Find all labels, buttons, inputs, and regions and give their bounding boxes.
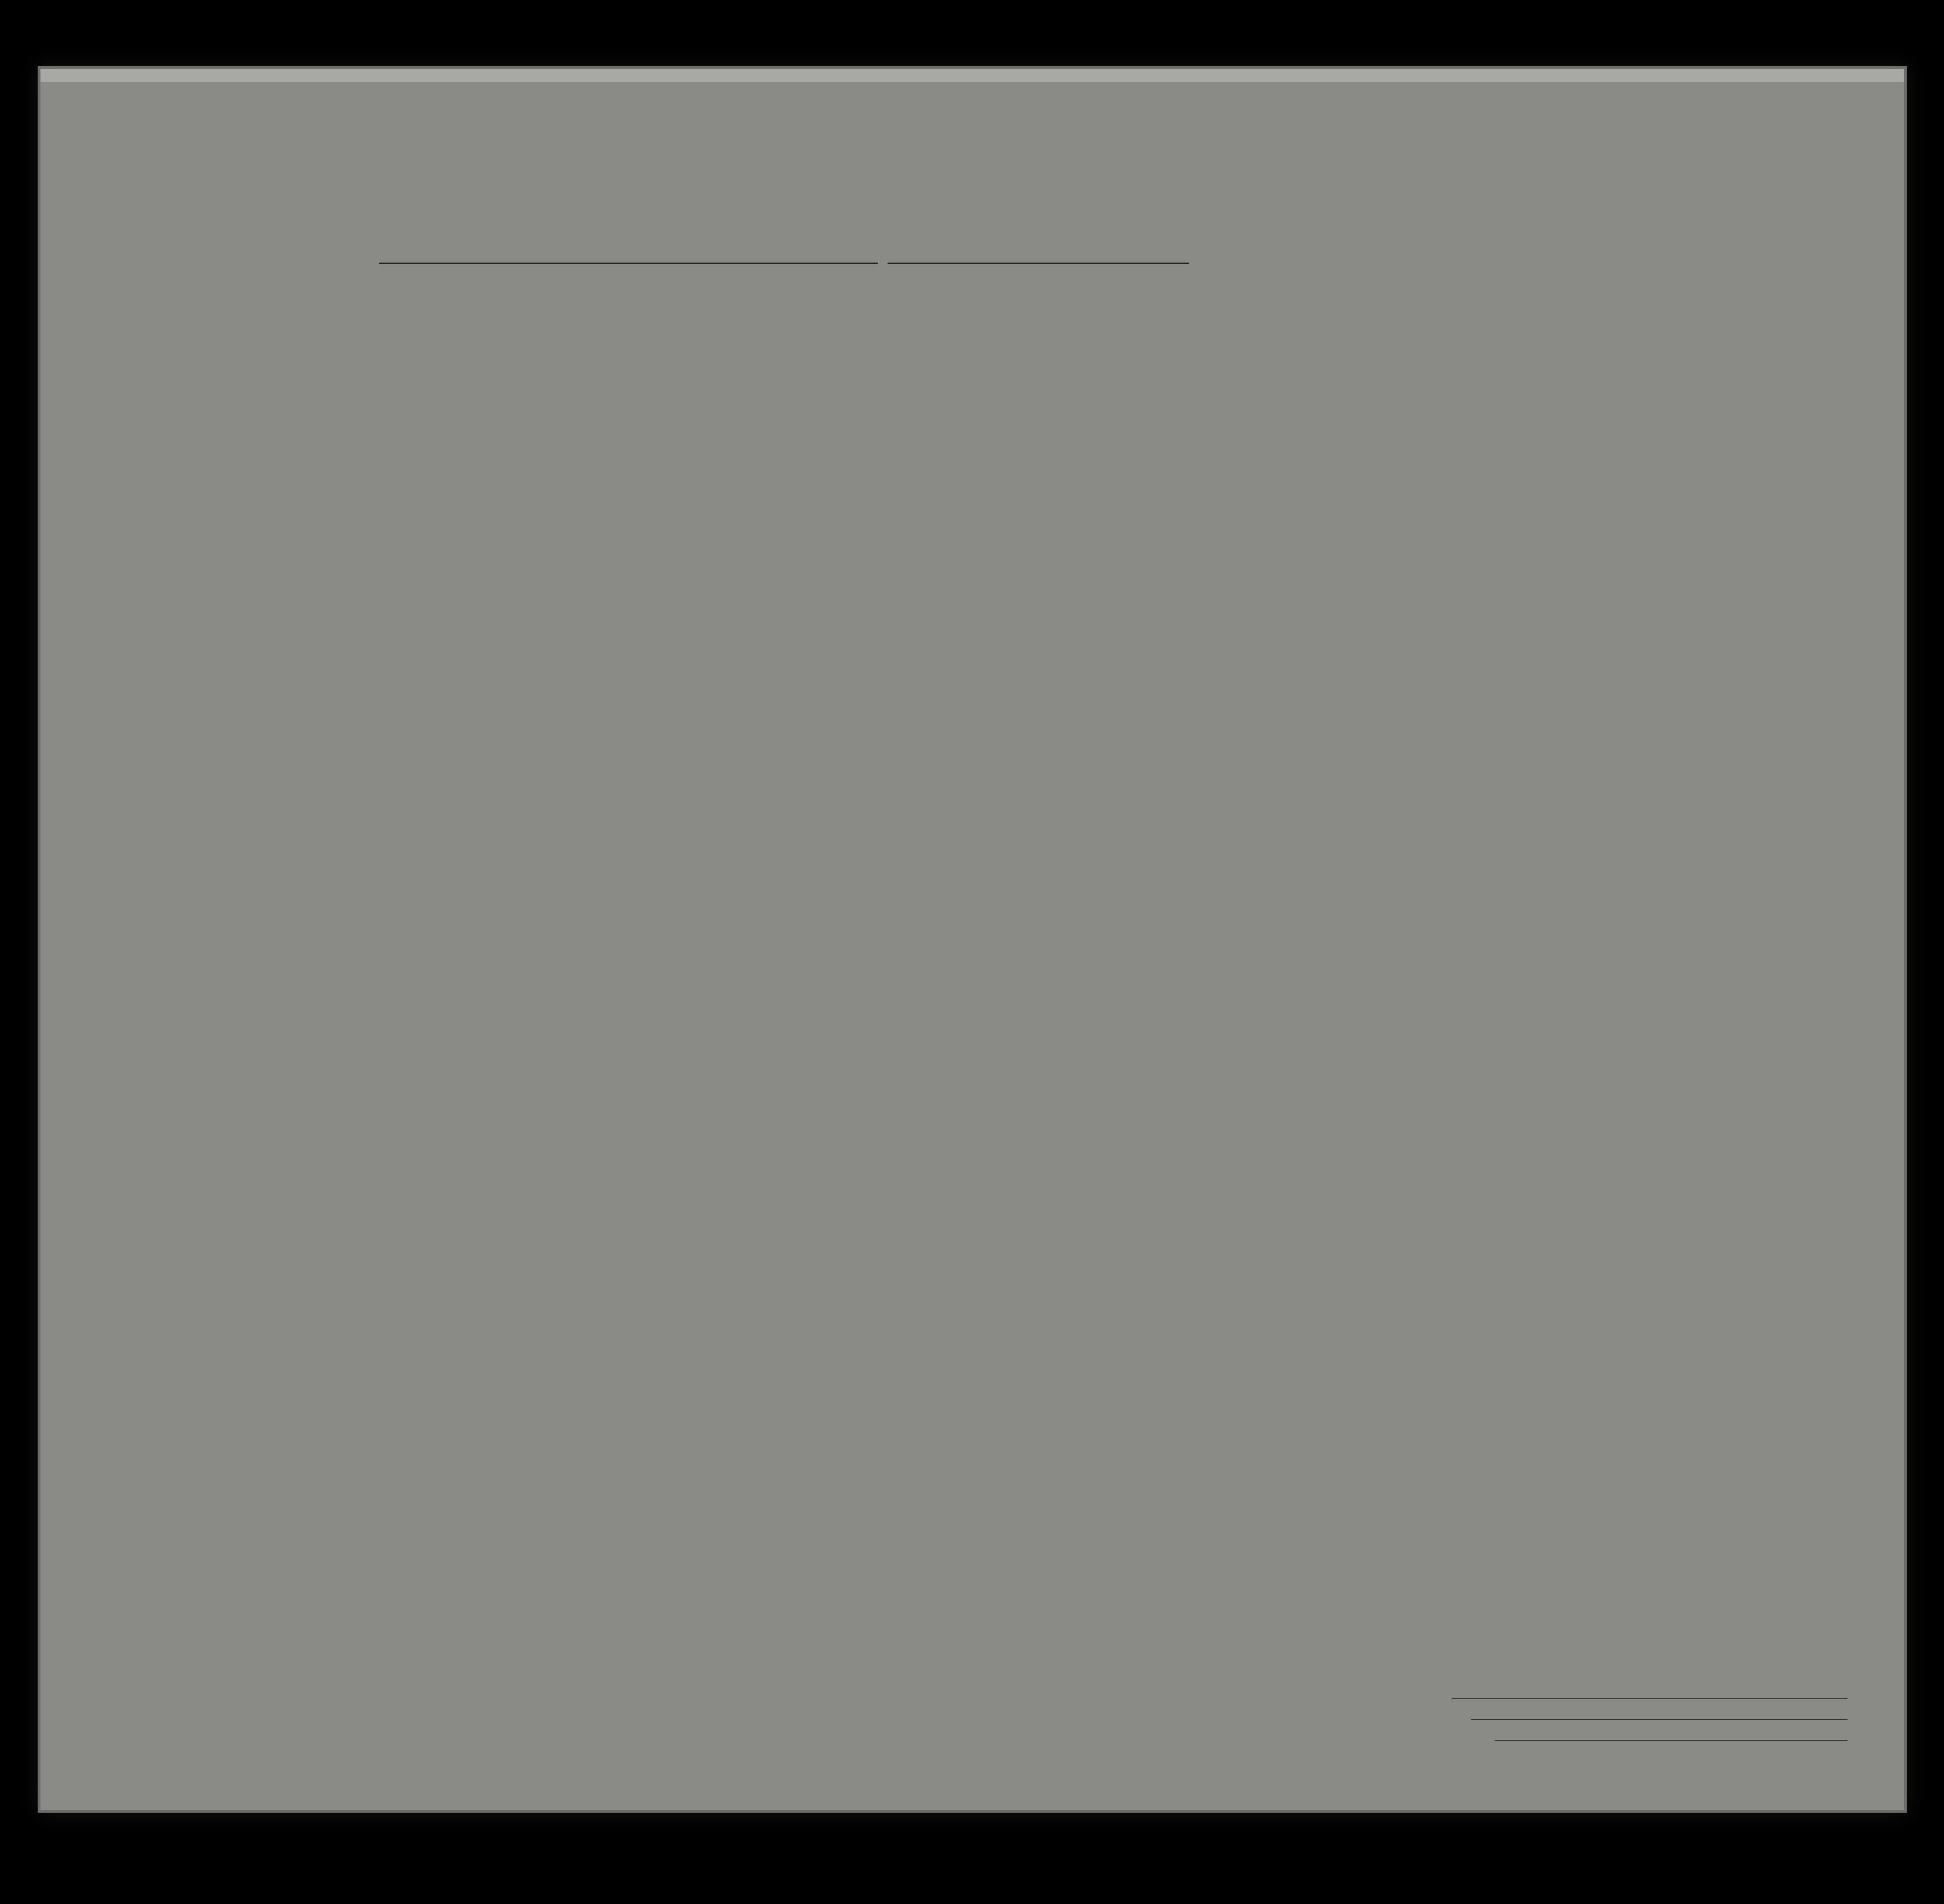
agents-underline (1495, 1740, 1848, 1741)
line-underline (1452, 1698, 1848, 1699)
manifest-sheet (38, 66, 1907, 1813)
owners-underline (1471, 1719, 1848, 1720)
manifest-table (40, 276, 1904, 1603)
top-strip (40, 69, 1904, 82)
date-underline (888, 263, 1189, 264)
port-underline (379, 263, 878, 264)
